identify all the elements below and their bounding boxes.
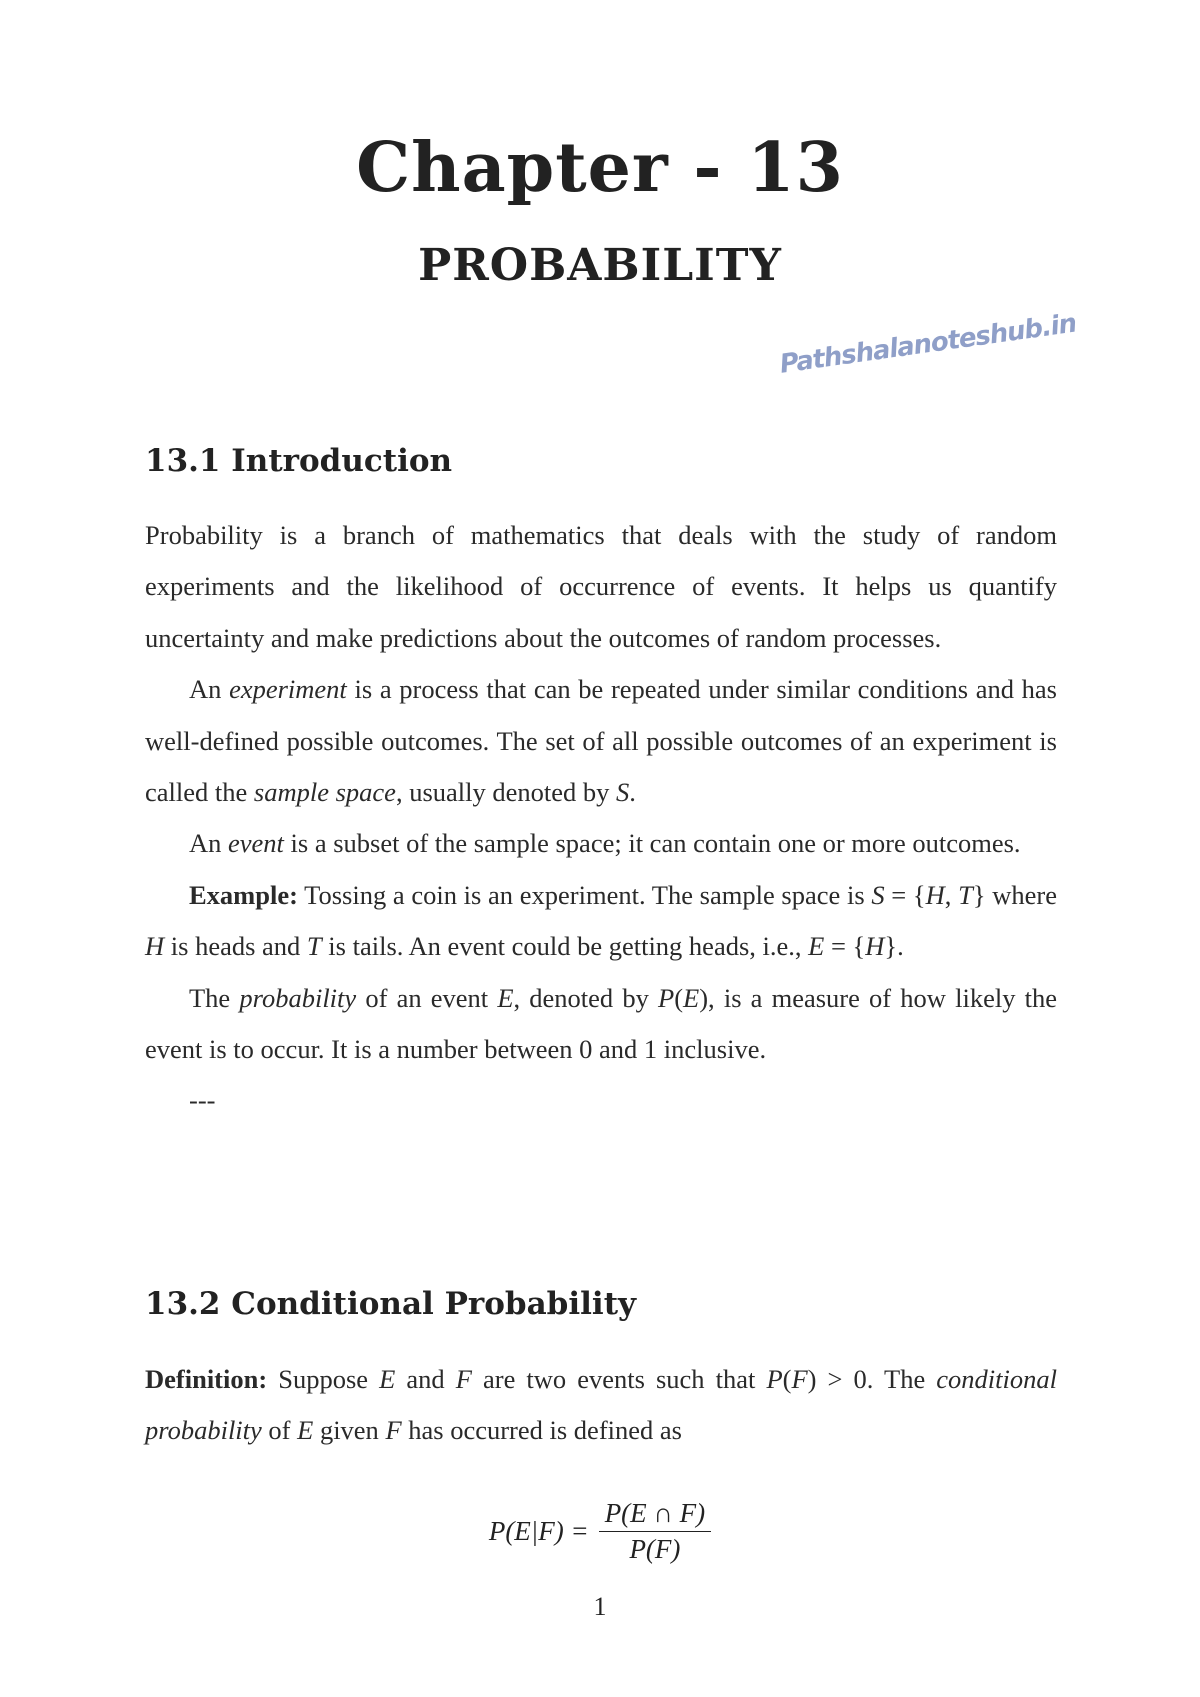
text-run: has occurred is defined as <box>401 1415 682 1446</box>
text-run: of an event <box>356 982 498 1013</box>
text-run: , denoted by <box>513 982 659 1013</box>
text-run: E <box>683 982 700 1013</box>
text-run: , usually denoted by <box>395 777 616 808</box>
text-run: }. <box>884 931 904 962</box>
text-run: S <box>616 777 630 808</box>
text-run: P <box>658 982 675 1013</box>
section-body-introduction <box>145 510 1057 1127</box>
formula-lhs: P(E|F) = <box>488 1516 589 1546</box>
text-run: ) > 0. The <box>807 1364 937 1394</box>
text-run: Tossing a coin is an experiment. The sample space is <box>297 879 872 910</box>
text-run: ( <box>782 1364 792 1394</box>
paragraph <box>145 973 1057 1076</box>
section-heading-introduction: 13.1 Introduction <box>145 443 453 479</box>
text-run: T <box>958 879 973 910</box>
chapter-subtitle: PROBABILITY <box>418 240 782 291</box>
text-run: F <box>791 1364 808 1394</box>
conditional-probability-formula <box>0 1498 1200 1565</box>
paragraph <box>145 818 1057 869</box>
formula-denominator: P(F) <box>629 1534 681 1564</box>
formula-numerator: P(E ∩ F) <box>599 1498 711 1532</box>
text-run: P <box>766 1364 783 1394</box>
text-run: T <box>306 931 322 962</box>
text-run: H <box>145 931 165 962</box>
paragraph <box>145 1075 1057 1126</box>
text-run: E <box>497 982 514 1013</box>
text-run: is a subset of the sample space; it can contain one or more outcomes. <box>283 828 1021 859</box>
section-heading-conditional-probability: 13.2 Conditional Probability <box>145 1286 637 1322</box>
text-run: E <box>379 1364 396 1394</box>
text-run: conditional probability <box>145 1364 1057 1446</box>
chapter-title: Chapter - 13 <box>356 128 844 208</box>
text-run: , <box>944 879 959 910</box>
text-run: and <box>395 1364 456 1394</box>
paragraph <box>145 1354 1057 1457</box>
text-run: = { <box>884 879 926 910</box>
text-run: is a process that can be repeated under similar conditions and has well-defined possible outcomes. The set of all possible outcomes of an experiment is called the <box>145 674 1057 808</box>
text-run: S <box>871 879 885 910</box>
text-run: is heads and <box>164 931 307 962</box>
text-run: of <box>261 1415 298 1446</box>
text-run: is tails. An event could be getting heads, i.e., <box>321 931 809 962</box>
formula-fraction <box>599 1498 711 1565</box>
text-run: Probability is a branch of mathematics that deals with the study of random experiments and the likelihood of occurrence of events. It helps us quantify uncertainty and make predictions about the outcomes of random processes. <box>145 520 1057 653</box>
text-run: } where <box>972 879 1057 910</box>
page-number: 1 <box>593 1592 607 1621</box>
text-run: given <box>313 1415 386 1446</box>
text-run: ), is a measure of how likely the event is to occur. It is a number between 0 and 1 inclusive. <box>145 982 1057 1065</box>
text-run: H <box>925 879 945 910</box>
text-run: The <box>189 982 240 1013</box>
paragraph <box>145 510 1057 664</box>
text-run: event <box>228 828 284 859</box>
section-body-conditional-probability <box>145 1354 1057 1457</box>
paragraph <box>145 664 1057 818</box>
paragraph <box>145 870 1057 973</box>
text-run: An <box>189 674 230 705</box>
text-run: Definition: <box>145 1364 268 1394</box>
text-run: experiment <box>229 674 347 705</box>
text-run: F <box>455 1364 472 1394</box>
text-run: E <box>297 1415 314 1446</box>
text-run: --- <box>189 1085 216 1116</box>
text-run: F <box>385 1415 402 1446</box>
text-run: sample space <box>253 777 396 808</box>
text-run: probability <box>239 982 357 1013</box>
text-run: ( <box>674 982 684 1013</box>
text-run: . <box>629 777 636 808</box>
watermark: Pathshalanoteshub.in <box>777 308 1078 380</box>
text-run: E <box>808 931 825 962</box>
text-run: Suppose <box>267 1364 380 1394</box>
text-run: = { <box>824 931 866 962</box>
text-run: An <box>189 828 229 859</box>
text-run: H <box>865 931 885 962</box>
text-run: Example: <box>189 879 298 910</box>
text-run: are two events such that <box>471 1364 767 1394</box>
